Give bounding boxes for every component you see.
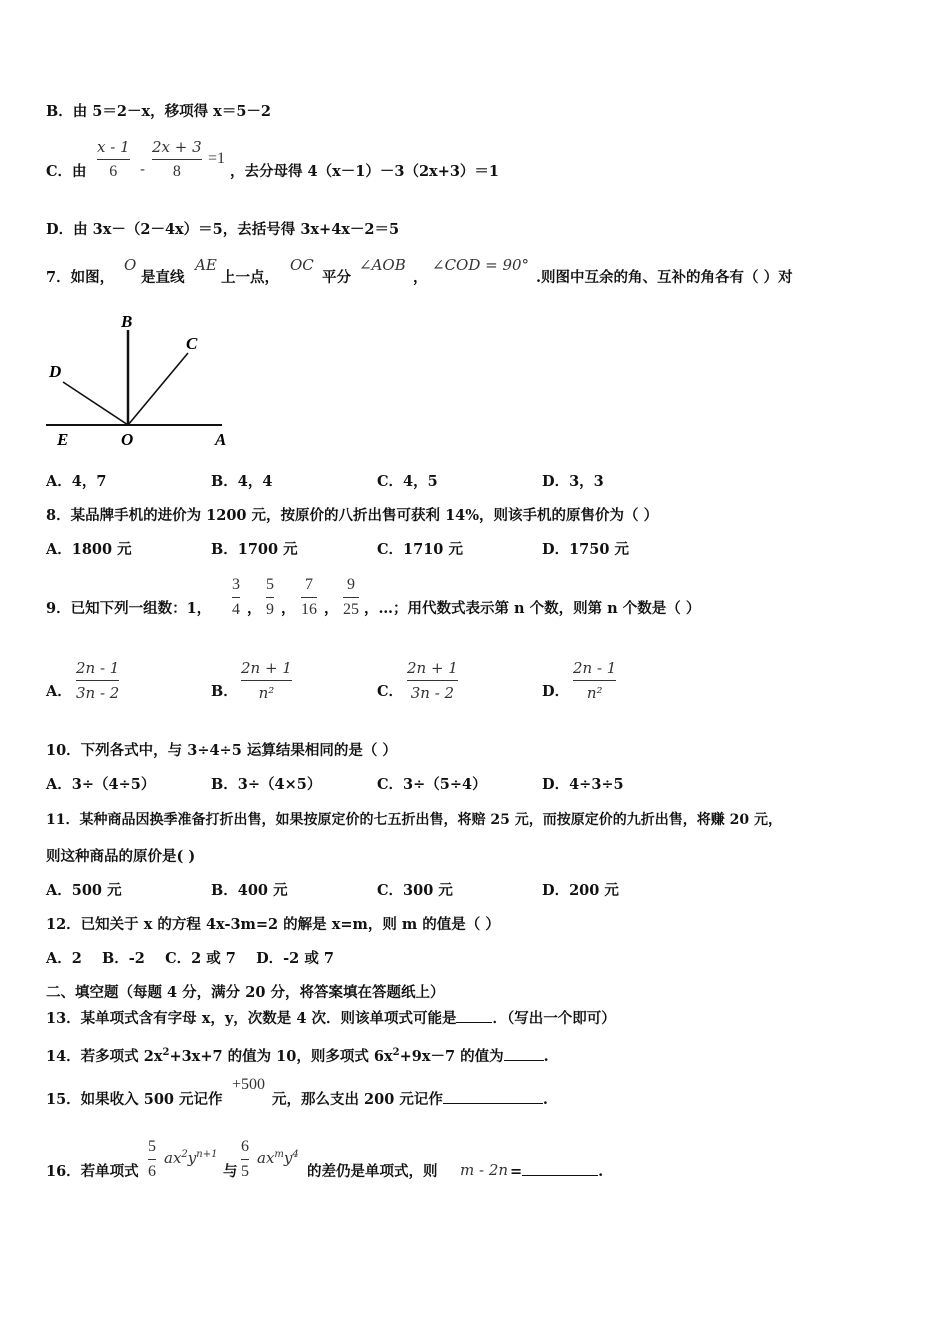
q16-fraction-1: 5 6	[148, 1138, 156, 1180]
q8-option-a: A．1800 元	[46, 541, 132, 558]
q9-sep-2: ，	[281, 600, 296, 617]
q7-prefix: 7．如图，	[46, 269, 115, 286]
q14-line	[46, 1044, 549, 1066]
q11-option-b: B．400 元	[211, 882, 288, 899]
q6-option-d: D．由 3x－（2－4x）＝5，去括号得 3x+4x－2＝5	[46, 221, 400, 238]
q10-stem: 10．下列各式中，与 3÷4÷5 运算结果相同的是（ ）	[46, 742, 397, 759]
q10-option-d: D．4÷3÷5	[542, 776, 624, 793]
q6-minus: -	[140, 160, 146, 178]
q7-figure	[40, 305, 240, 455]
q15-line-rest	[272, 1091, 548, 1109]
q7-angle-aob: ∠AOB	[359, 256, 406, 274]
q16-with: 与	[223, 1163, 238, 1180]
q9-option-c-fraction: 2n + 1 3n - 2	[407, 659, 458, 702]
q11-option-c: C．300 元	[377, 882, 453, 899]
q15-answer-blank[interactable]	[443, 1103, 543, 1104]
q7-option-d: D．3，3	[542, 473, 604, 490]
q9-option-b-fraction: 2n + 1 n²	[241, 659, 292, 702]
label-c: C	[186, 334, 198, 353]
q14-prefix: 14．若多项式 2x	[46, 1047, 163, 1065]
q16-middle: 的差仍是单项式，则	[307, 1163, 438, 1180]
q14-answer-blank[interactable]	[504, 1060, 544, 1061]
q7-line-ae: AE	[195, 256, 217, 274]
q8-option-b: B．1700 元	[211, 541, 298, 558]
q14-exponent-1: 2	[162, 1047, 170, 1058]
q9-sep-1: ，	[247, 600, 262, 617]
label-e: E	[57, 430, 69, 449]
q7-text-1: 是直线	[141, 269, 185, 286]
q12-stem: 12．已知关于 x 的方程 4x-3m=2 的解是 x=m，则 m 的值是（ ）	[46, 916, 500, 933]
q9-option-d-label: D．	[542, 683, 570, 700]
q6-option-c-suffix: ，去分母得 4（x－1）－3（2x+3）＝1	[230, 163, 500, 180]
q9-fraction-1: 3 4	[232, 576, 240, 618]
q9-option-a-fraction: 2n - 1 3n - 2	[76, 659, 120, 702]
q16-monomial-2: $ax^my^4$	[257, 1149, 299, 1167]
q7-option-a: A．4，7	[46, 473, 107, 490]
q16-line-tail	[510, 1163, 603, 1181]
q11-stem-line-2: 则这种商品的原价是( )	[46, 848, 196, 865]
q16-prefix: 16．若单项式	[46, 1163, 139, 1180]
q14-middle: +3x+7 的值为 10，则多项式 6x	[169, 1047, 393, 1065]
q16-answer-blank[interactable]	[522, 1175, 598, 1176]
q7-option-c: C．4，5	[377, 473, 438, 490]
label-a: A	[215, 430, 227, 449]
q8-option-c: C．1710 元	[377, 541, 463, 558]
q14-value-text: +9x－7 的值为	[399, 1047, 504, 1065]
q16-fraction-2: 6 5	[241, 1138, 249, 1180]
q16-equals: =	[510, 1163, 523, 1180]
q9-fraction-2: 5 9	[266, 576, 274, 618]
q9-fraction-3: 7 16	[301, 576, 317, 618]
q7-option-b: B．4，4	[211, 473, 273, 490]
q9-option-b-label: B．	[211, 683, 238, 700]
q6-fraction-2: 2x + 3 8	[152, 138, 202, 180]
q8-option-d: D．1750 元	[542, 541, 629, 558]
q10-option-c: C．3÷（5÷4）	[377, 776, 487, 793]
q13-tail: ．（写出一个即可）	[492, 1010, 616, 1027]
q6-option-c-prefix: C．由	[46, 163, 87, 180]
q11-stem-line-1: 11．某种商品因换季准备打折出售，如果按原定价的七五折出售，将赔 25 元，而按原定价的九折出售，将赚 20 元，	[46, 812, 782, 828]
q11-option-d: D．200 元	[542, 882, 619, 899]
q15-prefix: 15．如果收入 500 元记作	[46, 1091, 223, 1108]
q13-stem: 13．某单项式含有字母 x，y，次数是 4 次．则该单项式可能是	[46, 1010, 457, 1027]
q14-tail: .	[543, 1047, 549, 1065]
q9-sep-3: ，	[324, 600, 339, 617]
q15-value: +500	[232, 1076, 266, 1093]
ray-oc	[128, 353, 188, 425]
q15-middle: 元，那么支出 200 元记作	[272, 1091, 443, 1108]
q10-option-a: A．3÷（4÷5）	[46, 776, 156, 793]
q14-exponent-2: 2	[392, 1047, 400, 1058]
q10-option-b: B．3÷（4×5）	[211, 776, 322, 793]
q6-equals-one: =1	[208, 150, 226, 167]
q9-option-a-label: A．	[46, 683, 72, 700]
q13-answer-blank[interactable]	[456, 1022, 492, 1023]
q6-option-b: B．由 5＝2－x，移项得 x＝5－2	[46, 103, 271, 120]
q7-point-o: O	[124, 256, 137, 274]
q7-angle-cod: ∠COD = 90°	[432, 256, 530, 274]
q15-tail: .	[542, 1091, 548, 1108]
label-d: D	[49, 362, 62, 381]
q9-suffix: ，…；用代数式表示第 n 个数，则第 n 个数是（ ）	[364, 600, 701, 617]
q7-text-2: 上一点，	[221, 269, 279, 286]
q11-option-a: A．500 元	[46, 882, 122, 899]
q8-stem: 8．某品牌手机的进价为 1200 元，按原价的八折出售可获利 14%，则该手机的原售价为（ ）	[46, 507, 659, 524]
q9-prefix: 9．已知下列一组数：1，	[46, 600, 212, 617]
q7-text-4: .则图中互余的角、互补的角各有（ ）对	[536, 269, 793, 286]
q16-tail: .	[598, 1163, 604, 1180]
q7-text-3: 平分	[322, 269, 351, 286]
q6-fraction-1: x - 1 6	[97, 138, 130, 180]
label-o: O	[121, 430, 134, 449]
ray-od	[63, 382, 128, 425]
q9-fraction-4: 9 25	[343, 576, 359, 618]
q9-option-d-fraction: 2n - 1 n²	[573, 659, 617, 702]
label-b: B	[121, 312, 133, 331]
q16-monomial-1: $ax^2y^{n+1}$	[164, 1149, 218, 1167]
q7-comma: ，	[413, 269, 428, 286]
q9-option-c-label: C．	[377, 683, 404, 700]
q7-ray-oc: OC	[290, 256, 314, 274]
q16-expression: m - 2n	[460, 1161, 509, 1179]
q12-options: A．2 B．-2 C．2 或 7 D．-2 或 7	[46, 950, 334, 967]
q13-line	[46, 1010, 616, 1028]
section-2-heading: 二、填空题（每题 4 分，满分 20 分，将答案填在答题纸上）	[46, 984, 445, 1001]
